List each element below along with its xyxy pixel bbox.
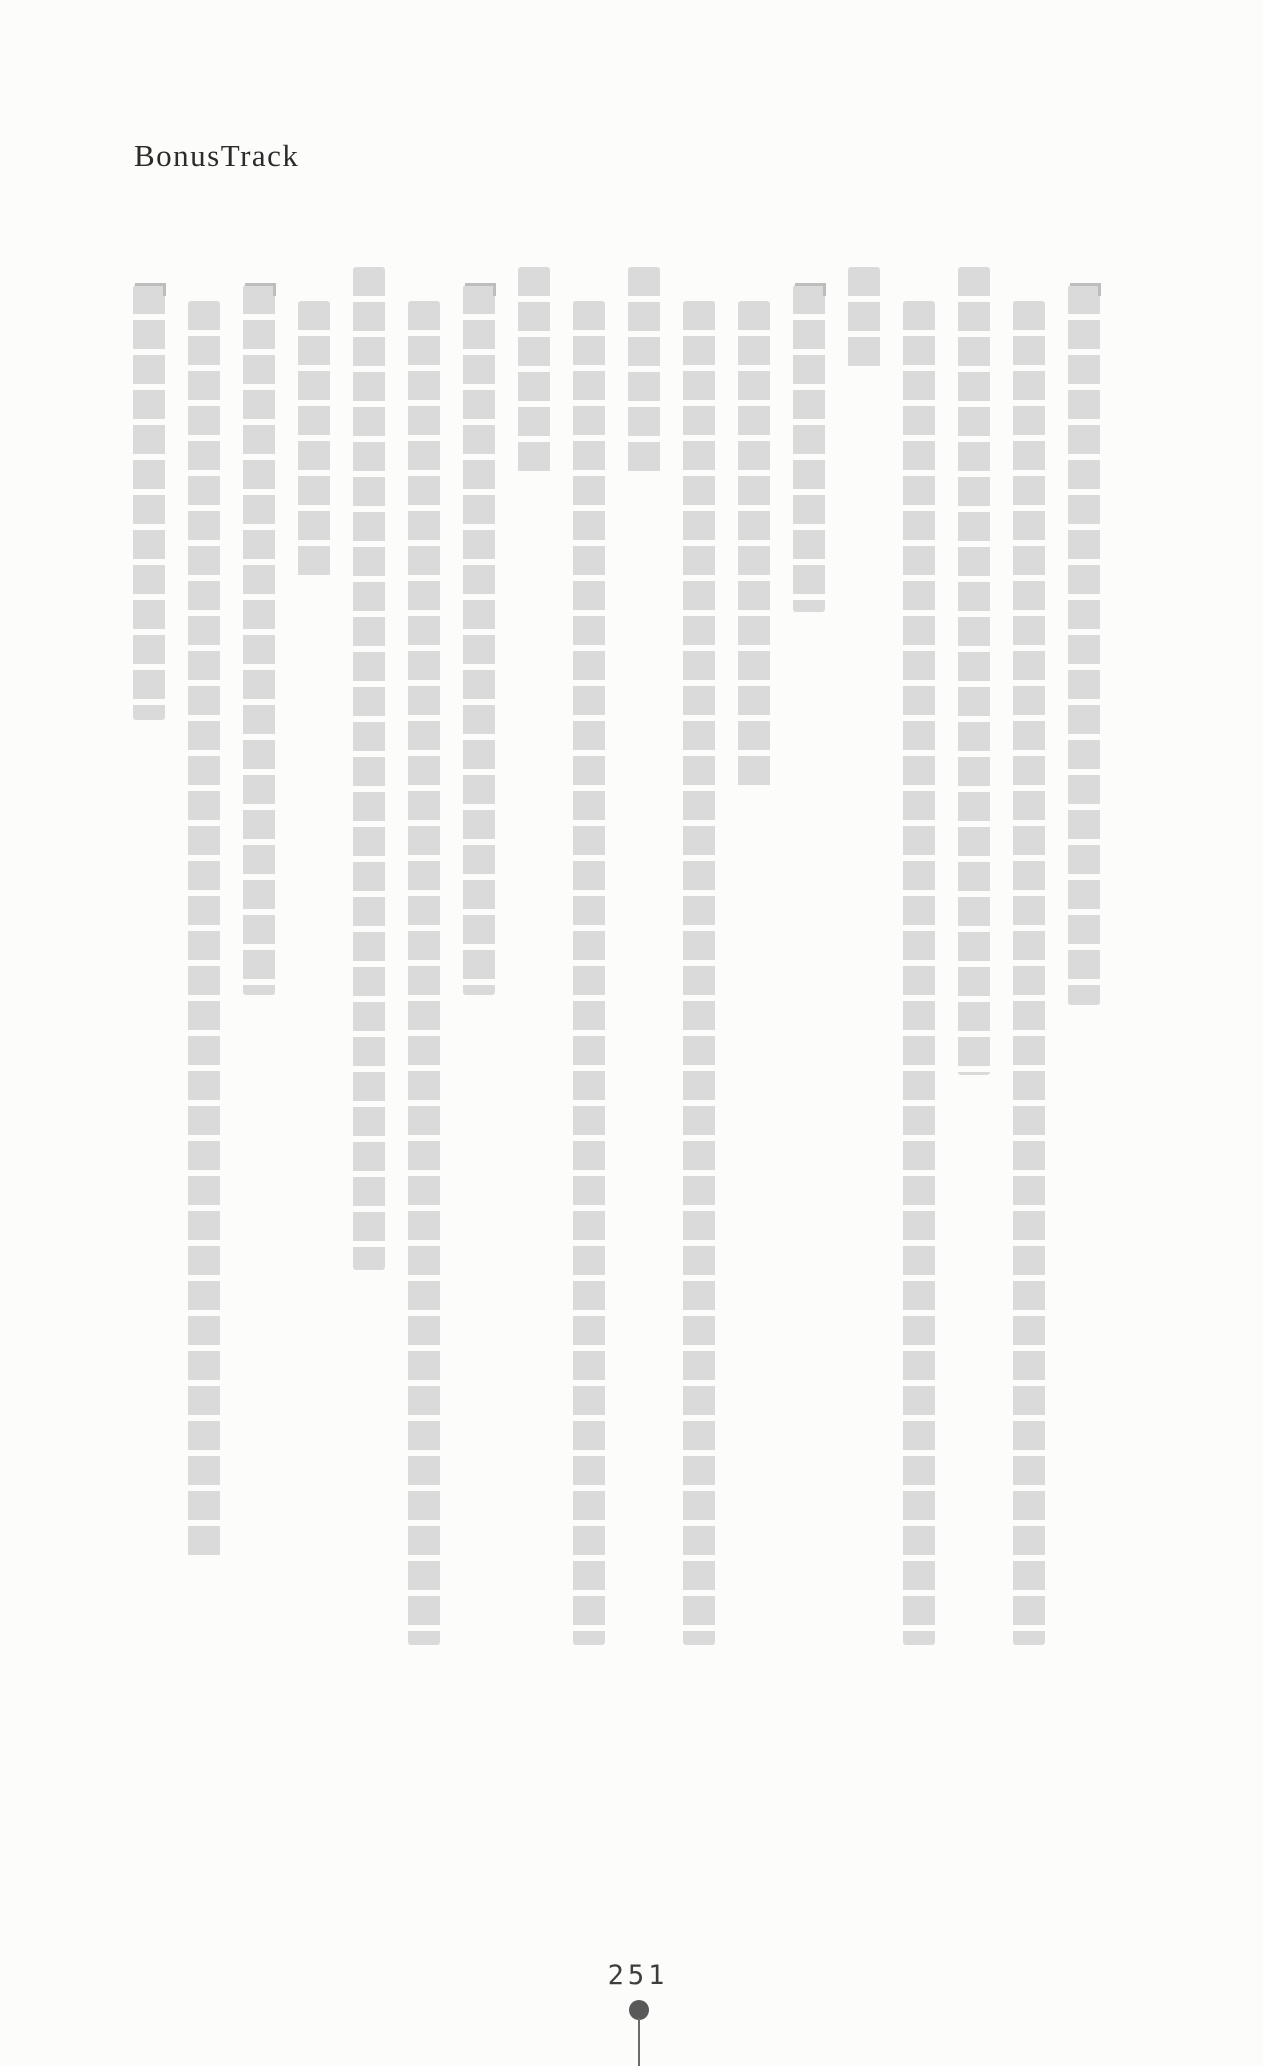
redacted-text-column [958, 267, 990, 1075]
running-header: BonusTrack [134, 138, 300, 173]
page-number: 251 [607, 1960, 669, 1991]
footer-dot-ornament [629, 2000, 649, 2020]
redacted-text-column [903, 301, 935, 1645]
redacted-text-column [243, 285, 275, 995]
redacted-text-column [1013, 301, 1045, 1645]
redacted-text-column [408, 301, 440, 1645]
redacted-text-column [848, 267, 880, 372]
redacted-text-column [683, 301, 715, 1645]
redacted-text-column [188, 301, 220, 1560]
redacted-text-column [573, 301, 605, 1645]
redacted-text-column [628, 267, 660, 475]
redacted-text-column [463, 285, 495, 995]
redacted-text-column [298, 301, 330, 580]
redacted-text-column [1068, 285, 1100, 1005]
redacted-text-column [353, 267, 385, 1270]
redacted-text-column [793, 285, 825, 612]
redacted-text-column [738, 301, 770, 790]
footer-stem-ornament [638, 2018, 640, 2066]
redacted-text-column [133, 285, 165, 720]
redacted-text-column [518, 267, 550, 475]
